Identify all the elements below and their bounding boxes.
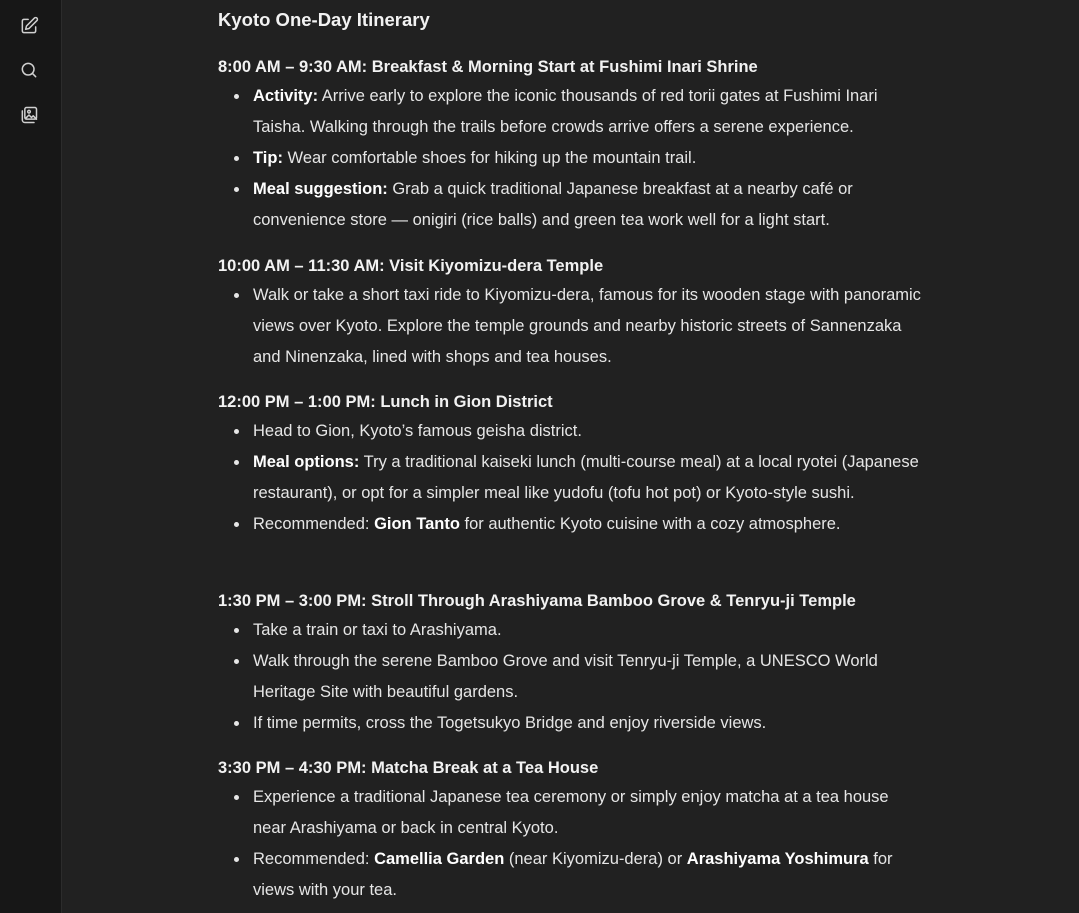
item-label: Meal suggestion: (253, 180, 388, 198)
bullet-list (218, 615, 923, 739)
list-item (253, 143, 923, 174)
section-arashiyama (218, 590, 923, 739)
bullet-list (218, 416, 923, 540)
list-item (253, 844, 923, 906)
item-text: Walk or take a short taxi ride to Kiyomizu-dera, famous for its wooden stage with panoramic views over Kyoto. Explore the temple grounds and nearby historic streets of Sannenzaka and Ninenzaka, lined with shops and tea houses. (253, 286, 921, 366)
list-item (253, 174, 923, 236)
section-gion-lunch (218, 391, 923, 540)
item-label: Activity: (253, 87, 319, 105)
section-matcha-break (218, 757, 923, 906)
list-item (253, 416, 923, 447)
new-chat-icon (19, 16, 39, 36)
item-text: Recommended: (253, 515, 375, 533)
item-text: for views with your tea. (253, 850, 893, 899)
item-text: Walk through the serene Bamboo Grove and visit Tenryu-ji Temple, a UNESCO World Heritage Site with beautiful gardens. (253, 652, 878, 701)
item-text: for authentic Kyoto cuisine with a cozy atmosphere. (459, 515, 841, 533)
search-button[interactable] (14, 55, 44, 85)
search-icon (19, 60, 39, 80)
new-chat-button[interactable] (14, 11, 44, 41)
item-text: Arrive early to explore the iconic thousands of red torii gates at Fushimi Inari Taisha. Walking through the trails before crowds arrive offers a serene experience. (253, 87, 878, 136)
section-kiyomizu-dera (218, 255, 923, 373)
item-label: Meal options: (253, 453, 360, 471)
item-text: Recommended: (253, 850, 375, 868)
bullet-list (218, 280, 923, 373)
itinerary-title: Kyoto One-Day Itinerary (218, 9, 430, 30)
list-item (253, 280, 923, 373)
item-text: Try a traditional kaiseki lunch (multi-course meal) at a local ryotei (Japanese restaurant), or opt for a simpler meal like yudofu (tofu hot pot) or Kyoto-style sushi. (253, 453, 919, 502)
list-item (253, 615, 923, 646)
list-item (253, 447, 923, 509)
item-text: Experience a traditional Japanese tea ceremony or simply enjoy matcha at a tea house near Arashiyama or back in central Kyoto. (253, 788, 889, 837)
item-text: Take a train or taxi to Arashiyama. (253, 621, 502, 639)
list-item (253, 509, 923, 540)
list-item (253, 81, 923, 143)
section-heading: 10:00 AM – 11:30 AM: Visit Kiyomizu-dera Temple (218, 257, 604, 275)
section-heading: 12:00 PM – 1:00 PM: Lunch in Gion District (218, 393, 553, 411)
item-label: Tip: (253, 149, 283, 167)
list-item (253, 708, 923, 739)
item-text: If time permits, cross the Togetsukyo Bridge and enjoy riverside views. (253, 714, 767, 732)
bullet-list (218, 81, 923, 236)
section-heading: 3:30 PM – 4:30 PM: Matcha Break at a Tea House (218, 759, 599, 777)
section-fushimi-inari (218, 56, 923, 236)
list-item (253, 782, 923, 844)
section-heading: 1:30 PM – 3:00 PM: Stroll Through Arashiyama Bamboo Grove & Tenryu-ji Temple (218, 592, 856, 610)
item-text: Wear comfortable shoes for hiking up the mountain trail. (282, 149, 697, 167)
section-heading: 8:00 AM – 9:30 AM: Breakfast & Morning Start at Fushimi Inari Shrine (218, 58, 758, 76)
list-item (253, 646, 923, 708)
bullet-list (218, 782, 923, 906)
library-icon (19, 105, 39, 125)
library-button[interactable] (14, 100, 44, 130)
item-text: Grab a quick traditional Japanese breakfast at a nearby café or convenience store — onigiri (rice balls) and green tea work well for a light start. (253, 180, 853, 229)
item-highlight: Arashiyama Yoshimura (686, 850, 869, 868)
item-text: Head to Gion, Kyoto’s famous geisha district. (253, 422, 582, 440)
item-text: (near Kiyomizu-dera) or (504, 850, 687, 868)
sidebar-rail (0, 0, 62, 913)
item-highlight: Gion Tanto (374, 515, 460, 533)
item-highlight: Camellia Garden (374, 850, 505, 868)
